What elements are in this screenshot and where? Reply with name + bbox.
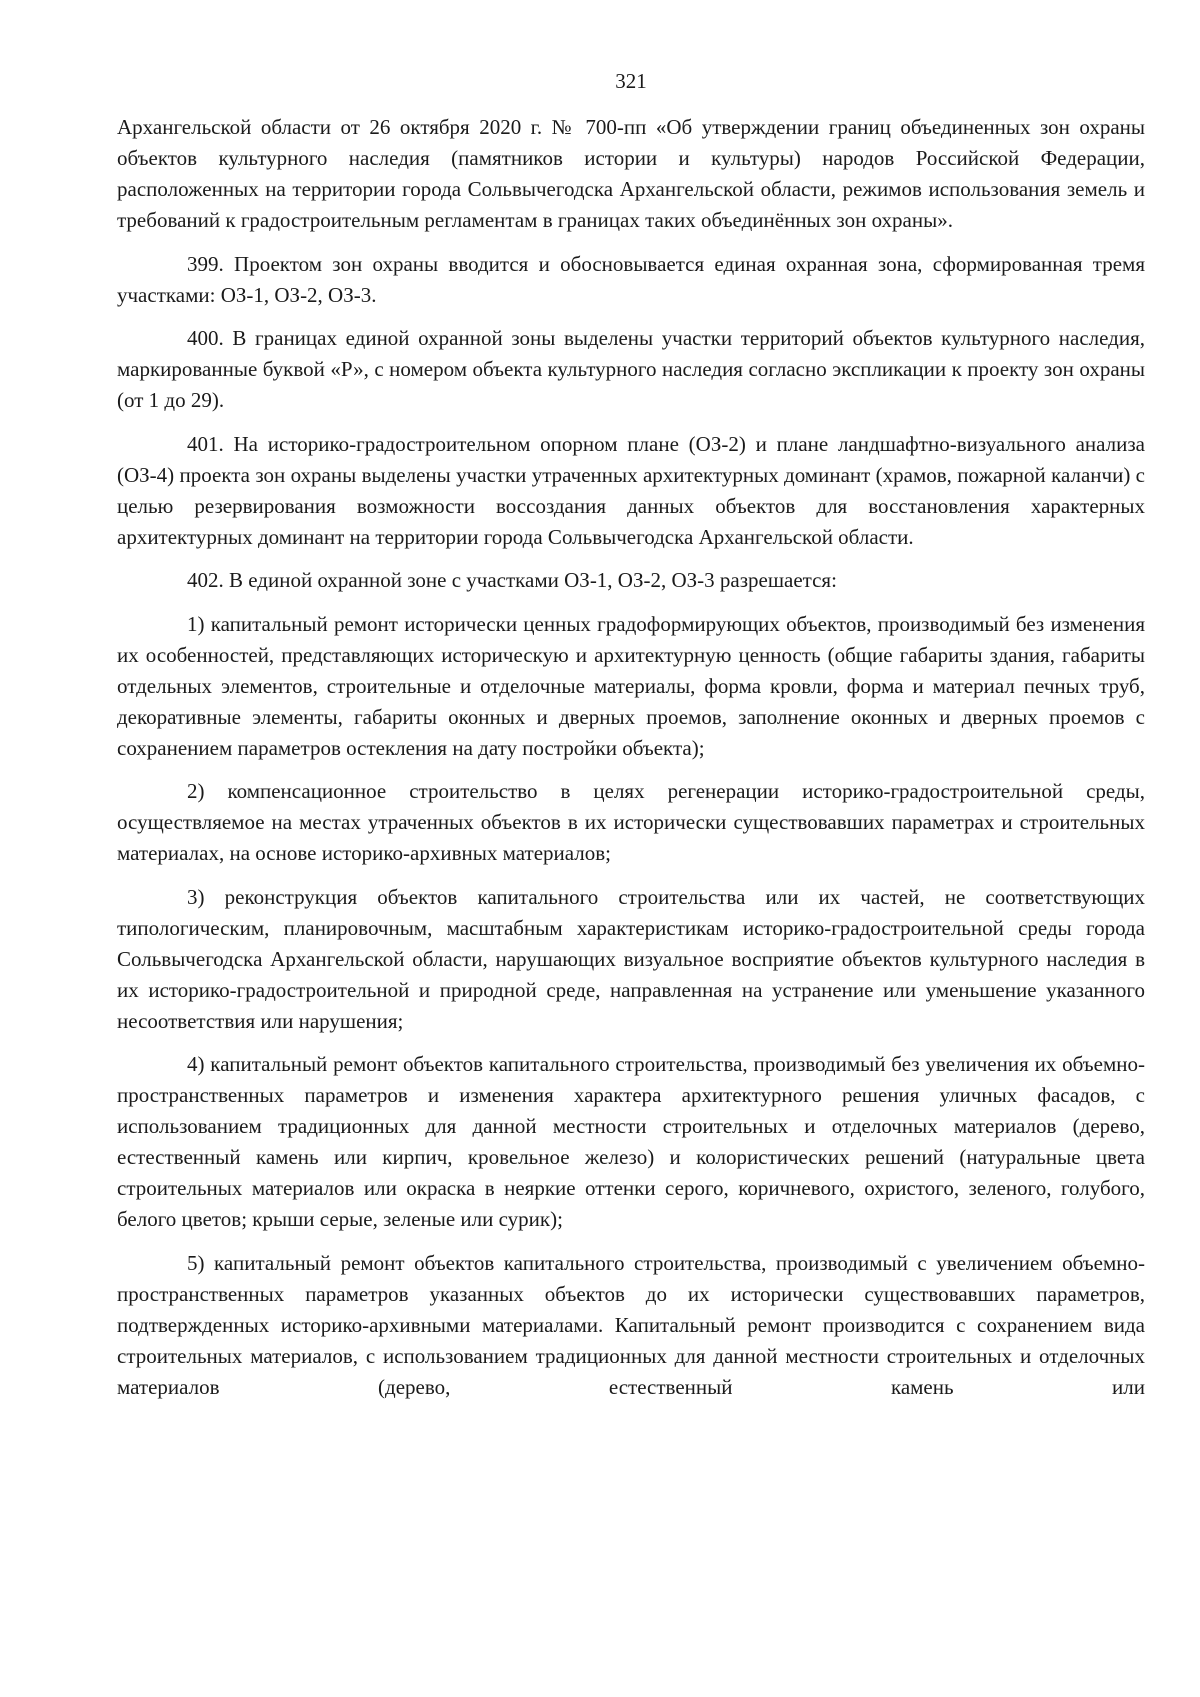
paragraph-continuation: Архангельской области от 26 октября 2020 г. № 700-пп «Об утверждении границ объединенных зон охраны объектов культурного наследия (памятников истории и культуры) народов Российской Федерации, расположенных на территории города Сольвычегодска Архангельской области, режимов использования земель и требований к градостроительным регламентам в границах таких объединённых зон охраны». [117, 115, 1145, 232]
paragraph-402: 402. В единой охранной зоне с участками ОЗ-1, ОЗ-2, ОЗ-3 разрешается: [187, 568, 837, 592]
list-item-5: 5) капитальный ремонт объектов капитального строительства, производимый с увеличением объемно-пространственных параметров указанных объектов до их исторически существовавших параметров, подтвержденных историко-архивными материалами. Капитальный ремонт производится с сохранением вида строительных материалов, с использованием традиционных для данной местности строительных и отделочных материалов (дерево, естественный камень или [117, 1250, 1145, 1399]
paragraph-400: 400. В границах единой охранной зоны выделены участки территорий объектов культурного наследия, маркированные буквой «Р», с номером объекта культурного наследия согласно экспликации к проекту зон охраны (от 1 до 29). [117, 326, 1145, 412]
page-number: 321 [615, 69, 647, 93]
list-item-4: 4) капитальный ремонт объектов капитального строительства, производимый без увеличения их объемно-пространственных параметров и изменения характера архитектурного решения уличных фасадов, с использованием традиционных для данной местности строительных и отделочных материалов (дерево, естественный камень или кирпич, кровельное железо) и колористических решений (натуральные цвета строительных материалов или окраска в неяркие оттенки серого, коричневого, охристого, зеленого, голубого, белого цветов; крыши серые, зеленые или сурик); [117, 1052, 1145, 1231]
paragraph-401: 401. На историко-градостроительном опорном плане (ОЗ-2) и плане ландшафтно-визуального анализа (ОЗ-4) проекта зон охраны выделены участки утраченных архитектурных доминант (храмов, пожарной каланчи) с целью резервирования возможности воссоздания данных объектов для восстановления характерных архитектурных доминант на территории города Сольвычегодска Архангельской области. [117, 431, 1145, 549]
paragraph-399: 399. Проектом зон охраны вводится и обосновывается единая охранная зона, сформированная тремя участками: ОЗ-1, ОЗ-2, ОЗ-3. [117, 251, 1145, 307]
list-item-2: 2) компенсационное строительство в целях регенерации историко-градостроительной среды, осуществляемое на местах утраченных объектов в их исторически существовавших параметрах и строительных материалах, на основе историко-архивных материалов; [117, 779, 1145, 865]
document-body [117, 112, 1145, 1415]
list-item-1: 1) капитальный ремонт исторически ценных градоформирующих объектов, производимый без изменения их особенностей, представляющих историческую и архитектурную ценность (общие габариты здания, габариты отдельных элементов, строительные и отделочные материалы, форма кровли, форма и материал печных труб, декоративные элементы, габариты оконных и дверных проемов, заполнение оконных и дверных проемов с сохранением параметров остекления на дату постройки объекта); [117, 611, 1145, 760]
list-item-3: 3) реконструкция объектов капитального строительства или их частей, не соответствующих типологическим, планировочным, масштабным характеристикам историко-градостроительной среды города Сольвычегодска Архангельской области, нарушающих визуальное восприятие объектов культурного наследия в их историко-градостроительной и природной среде, направленная на устранение или уменьшение указанного несоответствия или нарушения; [117, 884, 1145, 1033]
